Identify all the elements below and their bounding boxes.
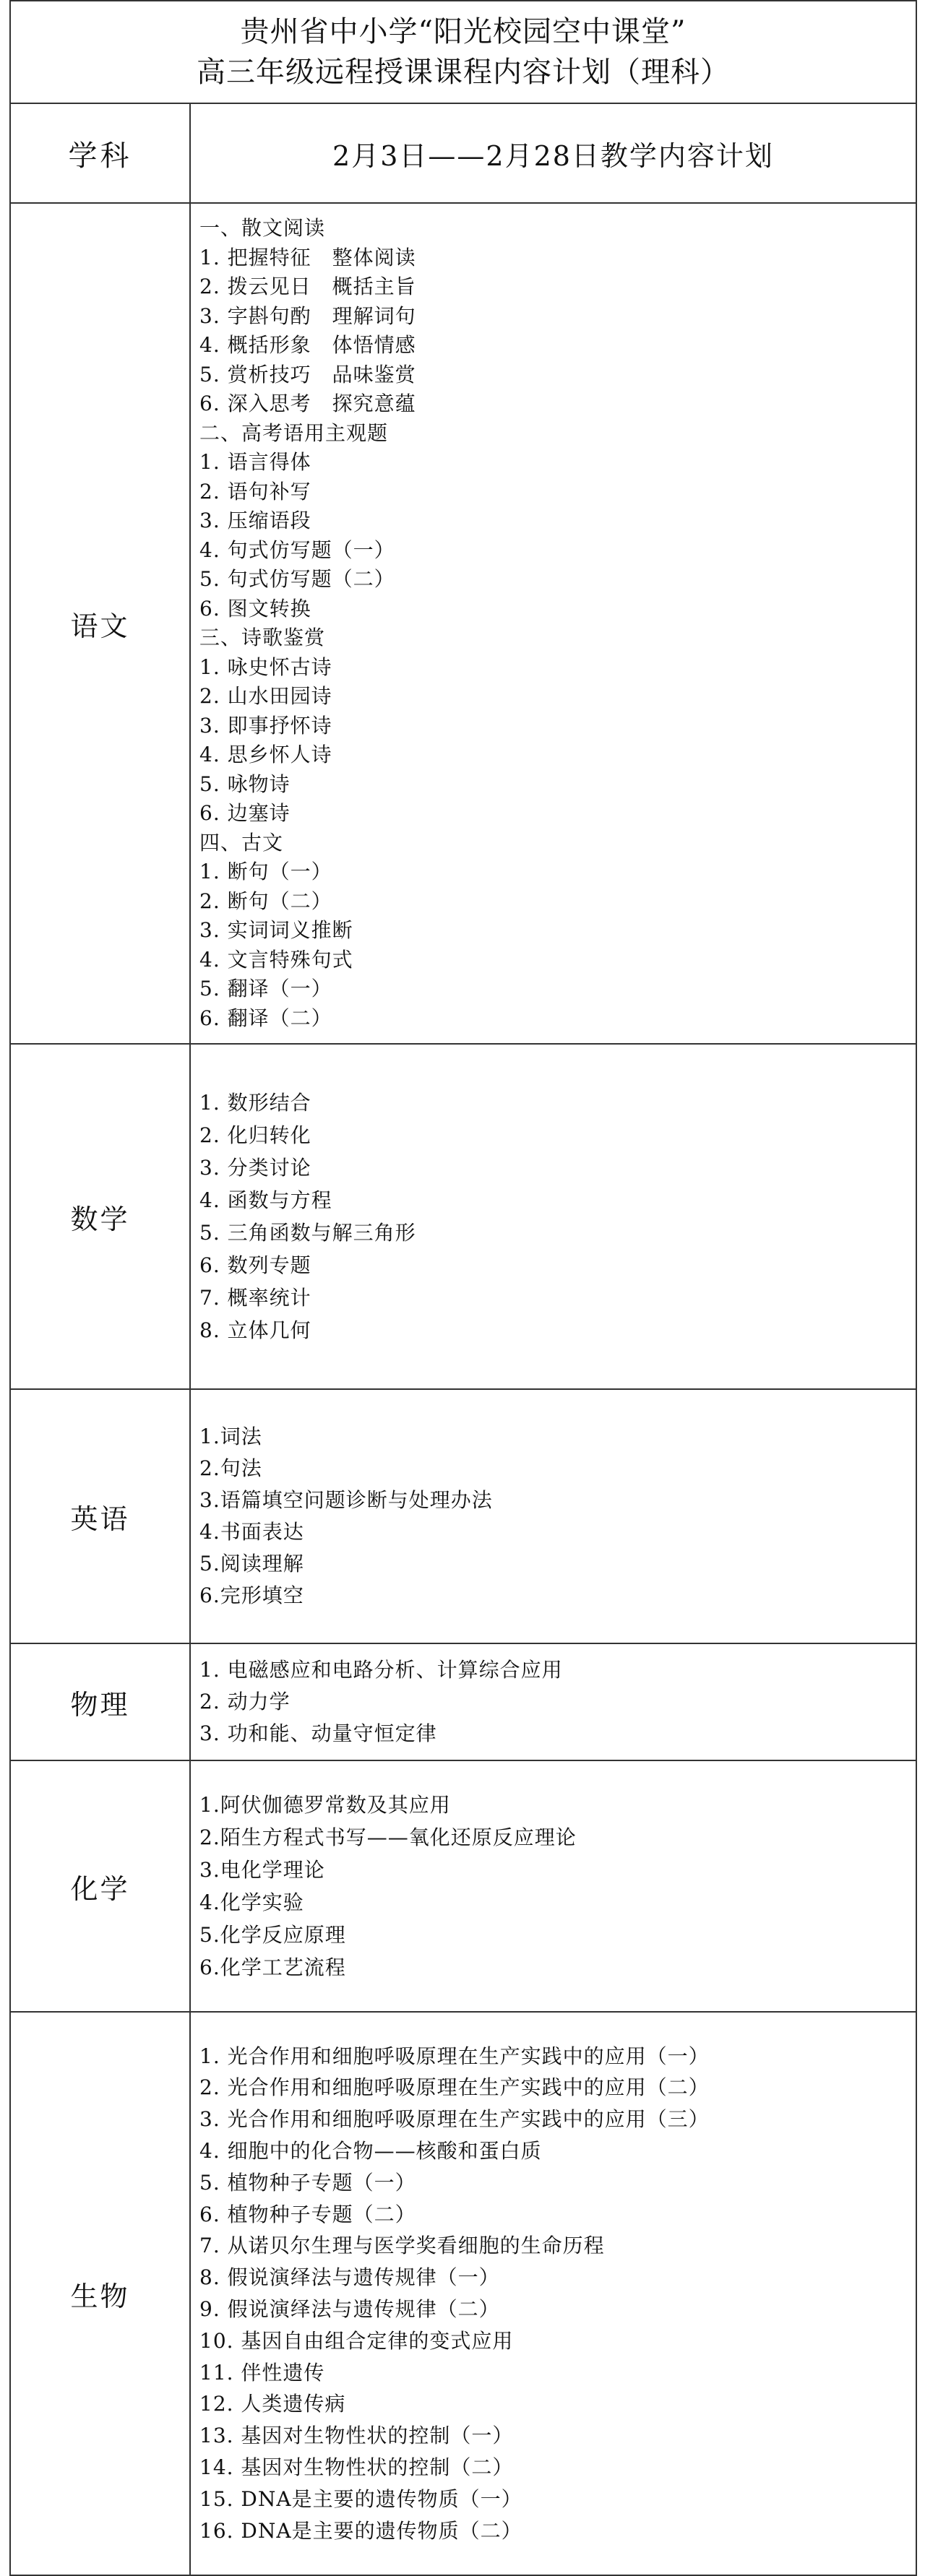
header-subject: 学科: [10, 103, 190, 203]
list-item: 13. 基因对生物性状的控制（一）: [199, 2424, 514, 2448]
subject-name-yuwen: 语文: [10, 203, 190, 1044]
list-item: 9. 假说演绎法与遗传规律（二）: [199, 2297, 500, 2321]
header-row: [10, 103, 916, 203]
list-item: 6. 图文转换: [199, 596, 311, 621]
title-row: [10, 1, 916, 103]
list-item: 3. 字斟句酌 理解词句: [199, 303, 416, 328]
subject-row-yuwen: [10, 203, 916, 1044]
list-item: 2.句法: [199, 1456, 262, 1480]
list-item: 1. 咏史怀古诗: [199, 654, 332, 679]
list-item: 3. 压缩语段: [199, 509, 311, 532]
list-item: 2. 山水田园诗: [199, 684, 332, 708]
topic-list-wuli: [199, 1654, 916, 1750]
subject-name-shengwu: 生物: [10, 2012, 190, 2575]
list-item: 四、古文: [199, 830, 284, 855]
list-item: 8. 假说演绎法与遗传规律（一）: [199, 2265, 500, 2290]
list-item: 2. 光合作用和细胞呼吸原理在生产实践中的应用（二）: [199, 2075, 710, 2100]
subject-name-yingyu: 英语: [10, 1389, 190, 1643]
topic-list-yingyu: [199, 1421, 916, 1612]
list-item: 1. 断句（一）: [199, 860, 332, 883]
list-item: 4. 句式仿写题（一）: [199, 537, 395, 562]
topic-list-shuxue: [199, 1086, 916, 1347]
list-item: 一、散文阅读: [199, 216, 326, 240]
list-item: 5. 句式仿写题（二）: [199, 567, 395, 591]
list-item: 3.电化学理论: [199, 1858, 325, 1882]
list-item: 4. 文言特殊句式: [199, 947, 353, 972]
list-item: 3.语篇填空问题诊断与处理办法: [199, 1488, 493, 1512]
list-item: 2. 语句补写: [199, 479, 311, 503]
list-item: 2. 动力学: [199, 1690, 291, 1713]
subject-row-shengwu: [10, 2012, 916, 2575]
list-item: 5. 植物种子专题（一）: [199, 2170, 416, 2195]
list-item: 三、诗歌鉴赏: [199, 626, 326, 649]
title-line-2: 高三年级远程授课课程内容计划（理科）: [197, 56, 730, 89]
topic-list-yuwen: [199, 214, 916, 1033]
list-item: 1.阿伏伽德罗常数及其应用: [199, 1793, 451, 1817]
list-item: 1. 语言得体: [199, 450, 311, 474]
list-item: 6. 边塞诗: [199, 801, 291, 825]
list-item: 5. 赏析技巧 品味鉴赏: [199, 362, 416, 386]
list-item: 6.化学工艺流程: [199, 1955, 346, 1979]
list-item: 3. 分类讨论: [199, 1156, 311, 1180]
list-item: 4. 函数与方程: [199, 1188, 332, 1212]
list-item: 1. 把握特征 整体阅读: [199, 245, 416, 269]
list-item: 16. DNA是主要的遗传物质（二）: [199, 2518, 522, 2543]
list-item: 8. 立体几何: [199, 1318, 311, 1342]
content-cell-huaxue: [190, 1760, 916, 2012]
list-item: 6. 数列专题: [199, 1253, 311, 1277]
content-cell-wuli: [190, 1643, 916, 1760]
list-item: 6. 深入思考 探究意蕴: [199, 392, 416, 415]
header-plan: 2月3日——2月28日教学内容计划: [190, 103, 916, 203]
subject-name-shuxue: 数学: [10, 1044, 190, 1389]
subject-row-shuxue: [10, 1044, 916, 1389]
list-item: 6.完形填空: [199, 1583, 304, 1607]
list-item: 4. 思乡怀人诗: [199, 743, 332, 766]
list-item: 4. 概括形象 体悟情感: [199, 333, 416, 357]
list-item: 14. 基因对生物性状的控制（二）: [199, 2455, 514, 2479]
list-item: 6. 翻译（二）: [199, 1006, 332, 1030]
list-item: 4.化学实验: [199, 1890, 304, 1914]
list-item: 2.陌生方程式书写——氧化还原反应理论: [199, 1825, 577, 1849]
subject-name-huaxue: 化学: [10, 1760, 190, 2012]
topic-list-shengwu: [199, 2041, 916, 2547]
list-item: 12. 人类遗传病: [199, 2392, 346, 2416]
list-item: 15. DNA是主要的遗传物质（一）: [199, 2486, 522, 2511]
topic-list-huaxue: [199, 1789, 916, 1984]
subject-name-wuli: 物理: [10, 1643, 190, 1760]
title-line-1: 贵州省中小学“阳光校园空中课堂”: [240, 15, 687, 48]
content-cell-yingyu: [190, 1389, 916, 1643]
list-item: 5.阅读理解: [199, 1552, 304, 1576]
list-item: 5. 翻译（一）: [199, 977, 332, 1000]
list-item: 1. 电磁感应和电路分析、计算综合应用: [199, 1658, 563, 1682]
content-cell-shuxue: [190, 1044, 916, 1389]
list-item: 3. 光合作用和细胞呼吸原理在生产实践中的应用（三）: [199, 2107, 710, 2132]
list-item: 2. 断句（二）: [199, 889, 332, 913]
list-item: 3. 功和能、动量守恒定律: [199, 1721, 437, 1745]
course-plan-table: [9, 0, 917, 2576]
list-item: 6. 植物种子专题（二）: [199, 2202, 416, 2226]
list-item: 5. 三角函数与解三角形: [199, 1221, 416, 1245]
list-item: 1. 数形结合: [199, 1091, 311, 1115]
list-item: 2. 拨云见日 概括主旨: [199, 275, 416, 298]
list-item: 1.词法: [199, 1425, 262, 1448]
list-item: 5.化学反应原理: [199, 1923, 346, 1947]
content-cell-yuwen: [190, 203, 916, 1044]
list-item: 7. 从诺贝尔生理与医学奖看细胞的生命历程: [199, 2234, 605, 2258]
list-item: 3. 实词词义推断: [199, 918, 353, 942]
list-item: 10. 基因自由组合定律的变式应用: [199, 2328, 514, 2353]
list-item: 二、高考语用主观题: [199, 420, 389, 445]
list-item: 11. 伴性遗传: [199, 2360, 325, 2385]
list-item: 3. 即事抒怀诗: [199, 713, 332, 738]
content-cell-shengwu: [190, 2012, 916, 2575]
subject-row-yingyu: [10, 1389, 916, 1643]
list-item: 5. 咏物诗: [199, 771, 291, 796]
subject-row-wuli: [10, 1643, 916, 1760]
list-item: 1. 光合作用和细胞呼吸原理在生产实践中的应用（一）: [199, 2044, 710, 2068]
list-item: 7. 概率统计: [199, 1286, 311, 1310]
list-item: 2. 化归转化: [199, 1123, 311, 1147]
list-item: 4.书面表达: [199, 1520, 304, 1544]
subject-row-huaxue: [10, 1760, 916, 2012]
title-cell: [10, 1, 916, 103]
list-item: 4. 细胞中的化合物——核酸和蛋白质: [199, 2139, 542, 2164]
